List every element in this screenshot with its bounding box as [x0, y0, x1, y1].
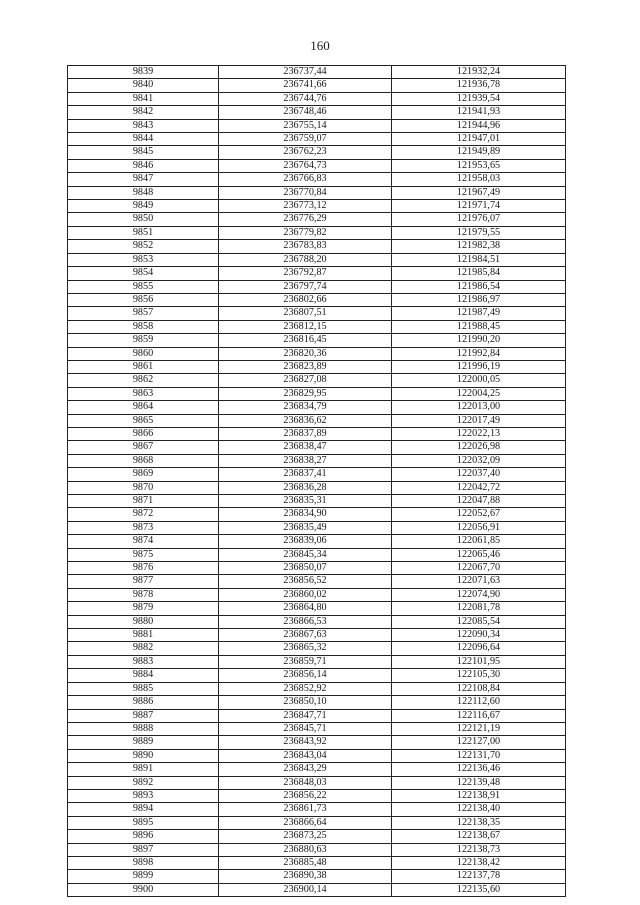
point-number-cell: 9892	[68, 776, 219, 789]
y-coordinate-cell: 121987,49	[392, 307, 566, 320]
table-row	[68, 870, 566, 883]
y-coordinate-cell: 122000,05	[392, 374, 566, 387]
point-number-cell: 9860	[68, 347, 219, 360]
table-row	[68, 642, 566, 655]
x-coordinate-cell: 236866,64	[219, 816, 392, 829]
x-coordinate-cell: 236741,66	[219, 79, 392, 92]
x-coordinate-cell: 236834,90	[219, 508, 392, 521]
point-number-cell: 9873	[68, 521, 219, 534]
table-row	[68, 830, 566, 843]
y-coordinate-cell: 122081,78	[392, 602, 566, 615]
x-coordinate-cell: 236843,29	[219, 763, 392, 776]
table-row	[68, 280, 566, 293]
table-row	[68, 106, 566, 119]
x-coordinate-cell: 236829,95	[219, 387, 392, 400]
y-coordinate-cell: 122138,73	[392, 843, 566, 856]
table-row	[68, 548, 566, 561]
page-number: 160	[310, 38, 330, 53]
table-row	[68, 213, 566, 226]
x-coordinate-cell: 236755,14	[219, 119, 392, 132]
x-coordinate-cell: 236776,29	[219, 213, 392, 226]
y-coordinate-cell: 122116,67	[392, 709, 566, 722]
y-coordinate-cell: 122138,91	[392, 789, 566, 802]
y-coordinate-cell: 121984,51	[392, 253, 566, 266]
point-number-cell: 9855	[68, 280, 219, 293]
table-row	[68, 763, 566, 776]
table-row	[68, 709, 566, 722]
x-coordinate-cell: 236762,23	[219, 146, 392, 159]
x-coordinate-cell: 236859,71	[219, 655, 392, 668]
table-row	[68, 803, 566, 816]
point-number-cell: 9850	[68, 213, 219, 226]
point-number-cell: 9879	[68, 602, 219, 615]
table-row	[68, 240, 566, 253]
y-coordinate-cell: 122037,40	[392, 468, 566, 481]
point-number-cell: 9884	[68, 669, 219, 682]
x-coordinate-cell: 236802,66	[219, 293, 392, 306]
point-number-cell: 9871	[68, 495, 219, 508]
table-row	[68, 360, 566, 373]
table-row	[68, 883, 566, 896]
y-coordinate-cell: 122074,90	[392, 588, 566, 601]
x-coordinate-cell: 236864,80	[219, 602, 392, 615]
y-coordinate-cell: 121982,38	[392, 240, 566, 253]
table-row	[68, 334, 566, 347]
y-coordinate-cell: 122137,78	[392, 870, 566, 883]
x-coordinate-cell: 236843,04	[219, 749, 392, 762]
y-coordinate-cell: 122135,60	[392, 883, 566, 896]
y-coordinate-cell: 122056,91	[392, 521, 566, 534]
y-coordinate-cell: 122052,67	[392, 508, 566, 521]
x-coordinate-cell: 236816,45	[219, 334, 392, 347]
point-number-cell: 9876	[68, 562, 219, 575]
x-coordinate-cell: 236880,63	[219, 843, 392, 856]
point-number-cell: 9893	[68, 789, 219, 802]
x-coordinate-cell: 236850,10	[219, 696, 392, 709]
table-row	[68, 79, 566, 92]
y-coordinate-cell: 121979,55	[392, 226, 566, 239]
x-coordinate-cell: 236836,62	[219, 414, 392, 427]
y-coordinate-cell: 122017,49	[392, 414, 566, 427]
table-row	[68, 856, 566, 869]
y-coordinate-cell: 121988,45	[392, 320, 566, 333]
x-coordinate-cell: 236873,25	[219, 830, 392, 843]
table-row	[68, 441, 566, 454]
x-coordinate-cell: 236807,51	[219, 307, 392, 320]
point-number-cell: 9842	[68, 106, 219, 119]
x-coordinate-cell: 236861,73	[219, 803, 392, 816]
y-coordinate-cell: 122065,46	[392, 548, 566, 561]
point-number-cell: 9882	[68, 642, 219, 655]
x-coordinate-cell: 236797,74	[219, 280, 392, 293]
table-row	[68, 682, 566, 695]
table-row	[68, 789, 566, 802]
point-number-cell: 9843	[68, 119, 219, 132]
table-row	[68, 575, 566, 588]
table-row	[68, 736, 566, 749]
y-coordinate-cell: 121939,54	[392, 92, 566, 105]
point-number-cell: 9869	[68, 468, 219, 481]
x-coordinate-cell: 236759,07	[219, 133, 392, 146]
y-coordinate-cell: 121958,03	[392, 173, 566, 186]
y-coordinate-cell: 121944,96	[392, 119, 566, 132]
table-row	[68, 427, 566, 440]
table-row	[68, 776, 566, 789]
y-coordinate-cell: 122121,19	[392, 722, 566, 735]
table-row	[68, 267, 566, 280]
x-coordinate-cell: 236838,27	[219, 454, 392, 467]
point-number-cell: 9885	[68, 682, 219, 695]
table-row	[68, 401, 566, 414]
y-coordinate-cell: 121996,19	[392, 360, 566, 373]
point-number-cell: 9894	[68, 803, 219, 816]
point-number-cell: 9862	[68, 374, 219, 387]
table-row	[68, 816, 566, 829]
table-row	[68, 293, 566, 306]
x-coordinate-cell: 236748,46	[219, 106, 392, 119]
x-coordinate-cell: 236866,53	[219, 615, 392, 628]
table-row	[68, 119, 566, 132]
table-row	[68, 722, 566, 735]
x-coordinate-cell: 236837,89	[219, 427, 392, 440]
x-coordinate-cell: 236860,02	[219, 588, 392, 601]
y-coordinate-cell: 121967,49	[392, 186, 566, 199]
table-row	[68, 414, 566, 427]
table-row	[68, 347, 566, 360]
point-number-cell: 9845	[68, 146, 219, 159]
x-coordinate-cell: 236850,07	[219, 562, 392, 575]
x-coordinate-cell: 236885,48	[219, 856, 392, 869]
point-number-cell: 9840	[68, 79, 219, 92]
coordinates-table-body	[68, 66, 566, 897]
x-coordinate-cell: 236744,76	[219, 92, 392, 105]
x-coordinate-cell: 236856,14	[219, 669, 392, 682]
table-row	[68, 253, 566, 266]
table-row	[68, 92, 566, 105]
point-number-cell: 9866	[68, 427, 219, 440]
x-coordinate-cell: 236867,63	[219, 629, 392, 642]
x-coordinate-cell: 236856,22	[219, 789, 392, 802]
y-coordinate-cell: 121953,65	[392, 159, 566, 172]
point-number-cell: 9849	[68, 200, 219, 213]
point-number-cell: 9848	[68, 186, 219, 199]
point-number-cell: 9895	[68, 816, 219, 829]
x-coordinate-cell: 236856,52	[219, 575, 392, 588]
point-number-cell: 9859	[68, 334, 219, 347]
y-coordinate-cell: 121976,07	[392, 213, 566, 226]
point-number-cell: 9883	[68, 655, 219, 668]
y-coordinate-cell: 122105,30	[392, 669, 566, 682]
y-coordinate-cell: 122047,88	[392, 495, 566, 508]
x-coordinate-cell: 236770,84	[219, 186, 392, 199]
point-number-cell: 9887	[68, 709, 219, 722]
point-number-cell: 9897	[68, 843, 219, 856]
x-coordinate-cell: 236848,03	[219, 776, 392, 789]
x-coordinate-cell: 236852,92	[219, 682, 392, 695]
point-number-cell: 9861	[68, 360, 219, 373]
y-coordinate-cell: 122136,46	[392, 763, 566, 776]
point-number-cell: 9867	[68, 441, 219, 454]
point-number-cell: 9857	[68, 307, 219, 320]
point-number-cell: 9890	[68, 749, 219, 762]
point-number-cell: 9844	[68, 133, 219, 146]
y-coordinate-cell: 122138,67	[392, 830, 566, 843]
y-coordinate-cell: 121941,93	[392, 106, 566, 119]
x-coordinate-cell: 236845,34	[219, 548, 392, 561]
point-number-cell: 9877	[68, 575, 219, 588]
x-coordinate-cell: 236835,49	[219, 521, 392, 534]
table-row	[68, 655, 566, 668]
point-number-cell: 9886	[68, 696, 219, 709]
table-row	[68, 588, 566, 601]
point-number-cell: 9875	[68, 548, 219, 561]
y-coordinate-cell: 121947,01	[392, 133, 566, 146]
x-coordinate-cell: 236839,06	[219, 535, 392, 548]
table-row	[68, 66, 566, 79]
x-coordinate-cell: 236783,83	[219, 240, 392, 253]
x-coordinate-cell: 236836,28	[219, 481, 392, 494]
table-row	[68, 749, 566, 762]
table-row	[68, 186, 566, 199]
point-number-cell: 9864	[68, 401, 219, 414]
x-coordinate-cell: 236766,83	[219, 173, 392, 186]
point-number-cell: 9888	[68, 722, 219, 735]
table-row	[68, 535, 566, 548]
x-coordinate-cell: 236773,12	[219, 200, 392, 213]
point-number-cell: 9874	[68, 535, 219, 548]
point-number-cell: 9851	[68, 226, 219, 239]
table-row	[68, 615, 566, 628]
point-number-cell: 9846	[68, 159, 219, 172]
point-number-cell: 9891	[68, 763, 219, 776]
point-number-cell: 9898	[68, 856, 219, 869]
point-number-cell: 9858	[68, 320, 219, 333]
y-coordinate-cell: 122101,95	[392, 655, 566, 668]
y-coordinate-cell: 121986,54	[392, 280, 566, 293]
table-row	[68, 374, 566, 387]
x-coordinate-cell: 236837,41	[219, 468, 392, 481]
point-number-cell: 9899	[68, 870, 219, 883]
x-coordinate-cell: 236788,20	[219, 253, 392, 266]
table-row	[68, 159, 566, 172]
point-number-cell: 9839	[68, 66, 219, 79]
point-number-cell: 9854	[68, 267, 219, 280]
table-row	[68, 200, 566, 213]
x-coordinate-cell: 236845,71	[219, 722, 392, 735]
y-coordinate-cell: 122108,84	[392, 682, 566, 695]
x-coordinate-cell: 236820,36	[219, 347, 392, 360]
point-number-cell: 9870	[68, 481, 219, 494]
table-row	[68, 454, 566, 467]
y-coordinate-cell: 122071,63	[392, 575, 566, 588]
table-row	[68, 481, 566, 494]
point-number-cell: 9896	[68, 830, 219, 843]
table-row	[68, 602, 566, 615]
table-row	[68, 629, 566, 642]
y-coordinate-cell: 122139,48	[392, 776, 566, 789]
point-number-cell: 9865	[68, 414, 219, 427]
y-coordinate-cell: 122138,35	[392, 816, 566, 829]
y-coordinate-cell: 121932,24	[392, 66, 566, 79]
point-number-cell: 9872	[68, 508, 219, 521]
y-coordinate-cell: 122061,85	[392, 535, 566, 548]
table-row	[68, 669, 566, 682]
y-coordinate-cell: 122067,70	[392, 562, 566, 575]
x-coordinate-cell: 236812,15	[219, 320, 392, 333]
point-number-cell: 9878	[68, 588, 219, 601]
point-number-cell: 9863	[68, 387, 219, 400]
y-coordinate-cell: 122127,00	[392, 736, 566, 749]
x-coordinate-cell: 236890,38	[219, 870, 392, 883]
table-row	[68, 468, 566, 481]
y-coordinate-cell: 122032,09	[392, 454, 566, 467]
x-coordinate-cell: 236792,87	[219, 267, 392, 280]
y-coordinate-cell: 122026,98	[392, 441, 566, 454]
table-row	[68, 146, 566, 159]
y-coordinate-cell: 122085,54	[392, 615, 566, 628]
y-coordinate-cell: 122013,00	[392, 401, 566, 414]
x-coordinate-cell: 236835,31	[219, 495, 392, 508]
x-coordinate-cell: 236823,89	[219, 360, 392, 373]
point-number-cell: 9853	[68, 253, 219, 266]
table-row	[68, 387, 566, 400]
table-row	[68, 696, 566, 709]
table-row	[68, 562, 566, 575]
y-coordinate-cell: 122138,42	[392, 856, 566, 869]
point-number-cell: 9868	[68, 454, 219, 467]
x-coordinate-cell: 236838,47	[219, 441, 392, 454]
x-coordinate-cell: 236827,08	[219, 374, 392, 387]
y-coordinate-cell: 122096,64	[392, 642, 566, 655]
y-coordinate-cell: 121986,97	[392, 293, 566, 306]
x-coordinate-cell: 236764,73	[219, 159, 392, 172]
y-coordinate-cell: 121990,20	[392, 334, 566, 347]
table-row	[68, 508, 566, 521]
y-coordinate-cell: 122090,34	[392, 629, 566, 642]
point-number-cell: 9841	[68, 92, 219, 105]
point-number-cell: 9856	[68, 293, 219, 306]
x-coordinate-cell: 236737,44	[219, 66, 392, 79]
y-coordinate-cell: 122138,40	[392, 803, 566, 816]
y-coordinate-cell: 121936,78	[392, 79, 566, 92]
coordinates-table	[67, 65, 566, 897]
point-number-cell: 9881	[68, 629, 219, 642]
x-coordinate-cell: 236900,14	[219, 883, 392, 896]
table-row	[68, 226, 566, 239]
y-coordinate-cell: 122112,60	[392, 696, 566, 709]
y-coordinate-cell: 121992,84	[392, 347, 566, 360]
point-number-cell: 9900	[68, 883, 219, 896]
x-coordinate-cell: 236847,71	[219, 709, 392, 722]
table-row	[68, 843, 566, 856]
point-number-cell: 9847	[68, 173, 219, 186]
x-coordinate-cell: 236834,79	[219, 401, 392, 414]
point-number-cell: 9852	[68, 240, 219, 253]
y-coordinate-cell: 122022,13	[392, 427, 566, 440]
y-coordinate-cell: 121971,74	[392, 200, 566, 213]
table-row	[68, 495, 566, 508]
table-row	[68, 307, 566, 320]
table-row	[68, 320, 566, 333]
x-coordinate-cell: 236779,82	[219, 226, 392, 239]
table-row	[68, 173, 566, 186]
y-coordinate-cell: 122042,72	[392, 481, 566, 494]
x-coordinate-cell: 236865,32	[219, 642, 392, 655]
y-coordinate-cell: 122131,70	[392, 749, 566, 762]
table-row	[68, 133, 566, 146]
y-coordinate-cell: 121949,89	[392, 146, 566, 159]
y-coordinate-cell: 122004,25	[392, 387, 566, 400]
point-number-cell: 9889	[68, 736, 219, 749]
point-number-cell: 9880	[68, 615, 219, 628]
table-row	[68, 521, 566, 534]
x-coordinate-cell: 236843,92	[219, 736, 392, 749]
y-coordinate-cell: 121985,84	[392, 267, 566, 280]
